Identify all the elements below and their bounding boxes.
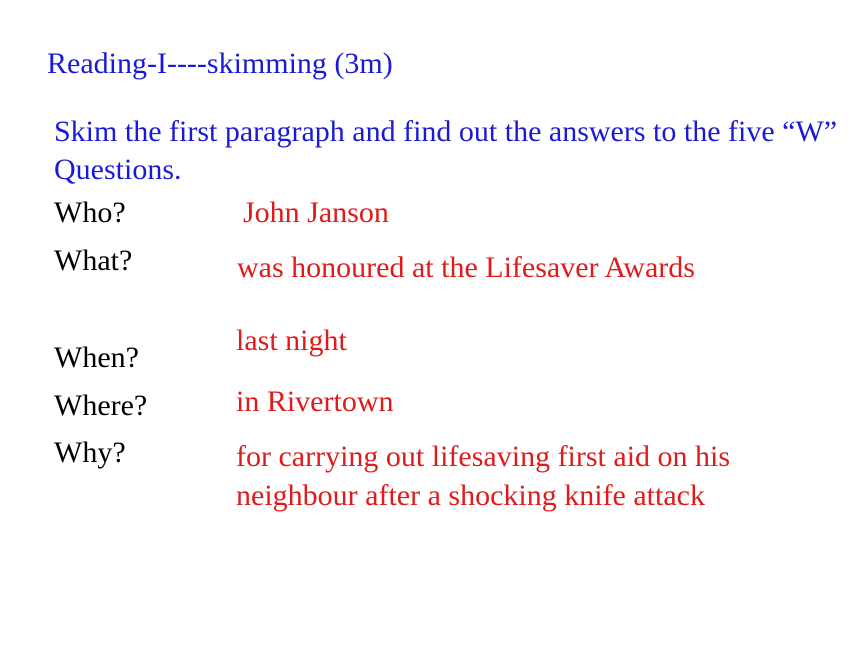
answer-why: for carrying out lifesaving first aid on his neighbour after a shocking knife attack (236, 440, 731, 512)
question-why-label: Why? (54, 436, 126, 469)
slide-title: Reading-I----skimming (3m) (47, 47, 393, 80)
question-where-label: Where? (54, 389, 148, 422)
instruction-text: Skim the first paragraph and find out the answers to the five “W” Questions. (54, 115, 838, 186)
answer-what: was honoured at the Lifesaver Awards (237, 251, 695, 284)
answer-who: John Janson (243, 196, 389, 229)
question-who-label: Who? (54, 196, 126, 229)
answer-when: last night (236, 324, 347, 357)
answer-where: in Rivertown (236, 385, 394, 418)
question-what-label: What? (54, 244, 133, 277)
question-when-label: When? (54, 341, 139, 374)
